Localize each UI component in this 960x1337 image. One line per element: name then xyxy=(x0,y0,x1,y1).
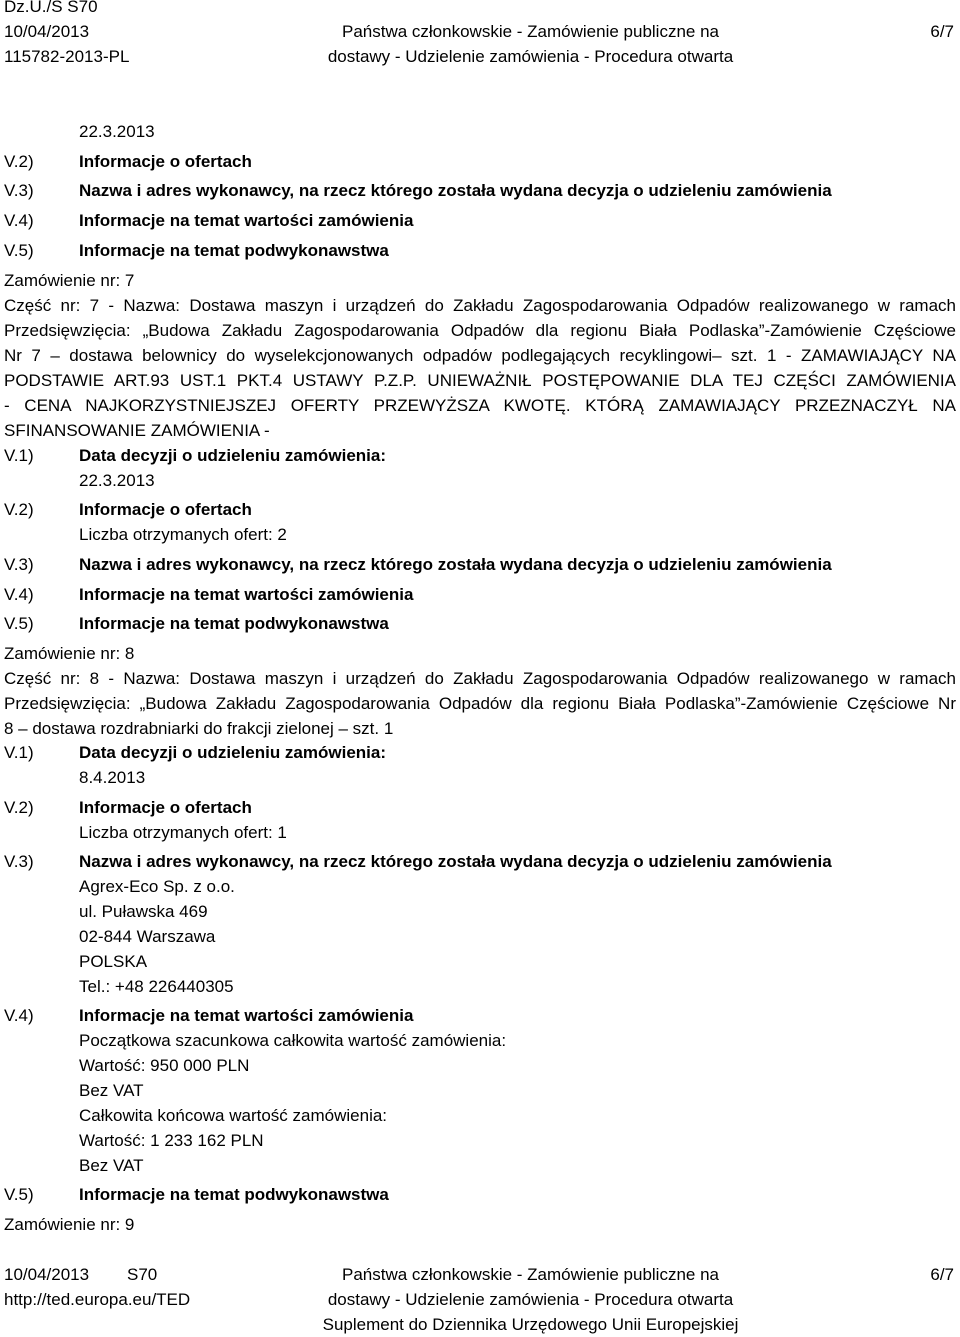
description-line: - CENA NAJKORZYSTNIEJSZEJ OFERTY PRZEWYŻSZA KWOTĘ. KTÓRĄ ZAMAWIAJĄCY PRZEZNACZYŁ NA xyxy=(4,396,956,415)
order-title: Zamówienie nr: 8 xyxy=(4,644,135,663)
contractor-country: POLSKA xyxy=(79,952,148,971)
section-heading-contractor: Nazwa i adres wykonawcy, na rzecz którego została wydana decyzja o udzieleniu zamówienia xyxy=(79,181,832,200)
section-number: V.5) xyxy=(4,614,34,633)
footer-page-number: 6/7 xyxy=(930,1265,954,1284)
section-heading-decision-date: Data decyzji o udzieleniu zamówienia: xyxy=(79,743,387,762)
description-line: Przedsięwzięcia: „Budowa Zakładu Zagospodarowania Odpadów dla regionu Biała Podlaska”-Zamówienie Częściowe xyxy=(4,321,956,340)
header-page-number: 6/7 xyxy=(930,22,954,41)
section-number: V.3) xyxy=(4,852,34,871)
section-number: V.5) xyxy=(4,1185,34,1204)
footer-title-line3: Suplement do Dziennika Urzędowego Unii Europejskiej xyxy=(322,1315,739,1334)
section-heading-offers: Informacje o ofertach xyxy=(79,500,252,519)
section-heading-value: Informacje na temat wartości zamówienia xyxy=(79,585,414,604)
footer-title-line2: dostawy - Udzielenie zamówienia - Procedura otwarta xyxy=(327,1290,734,1309)
contractor-phone: Tel.: +48 226440305 xyxy=(79,977,234,996)
header-date: 10/04/2013 xyxy=(4,22,90,41)
decision-date: 22.3.2013 xyxy=(79,122,155,141)
final-value: Wartość: 1 233 162 PLN xyxy=(79,1131,264,1150)
decision-date: 8.4.2013 xyxy=(79,768,146,787)
section-number: V.2) xyxy=(4,500,34,519)
section-heading-contractor: Nazwa i adres wykonawcy, na rzecz którego została wydana decyzja o udzieleniu zamówienia xyxy=(79,852,832,871)
description-line: Przedsięwzięcia: „Budowa Zakładu Zagospodarowania Odpadów dla regionu Biała Podlaska”-Zamówienie Częściowe Nr xyxy=(4,694,956,713)
section-number: V.4) xyxy=(4,1006,34,1025)
offers-count: Liczba otrzymanych ofert: 2 xyxy=(79,525,287,544)
header-title-line2: dostawy - Udzielenie zamówienia - Procedura otwarta xyxy=(327,47,734,66)
section-number: V.3) xyxy=(4,555,34,574)
order-description xyxy=(4,666,956,741)
section-heading-offers: Informacje o ofertach xyxy=(79,798,252,817)
section-number: V.4) xyxy=(4,585,34,604)
footer-title-line1: Państwa członkowskie - Zamówienie publiczne na xyxy=(341,1265,719,1284)
footer-url[interactable]: http://ted.europa.eu/TED xyxy=(4,1290,191,1309)
section-number: V.2) xyxy=(4,798,34,817)
contractor-name: Agrex-Eco Sp. z o.o. xyxy=(79,877,235,896)
description-line: PODSTAWIE ART.93 UST.1 PKT.4 USTAWY P.Z.P. UNIEWAŻNIŁ POSTĘPOWANIE DLA TEJ CZĘŚCI ZAMÓWIENIA xyxy=(4,371,956,390)
section-number: V.5) xyxy=(4,241,34,260)
section-heading-subcontracting: Informacje na temat podwykonawstwa xyxy=(79,1185,389,1204)
contractor-street: ul. Puławska 469 xyxy=(79,902,208,921)
section-heading-subcontracting: Informacje na temat podwykonawstwa xyxy=(79,614,389,633)
description-line: Część nr: 8 - Nazwa: Dostawa maszyn i urządzeń do Zakładu Zagospodarowania Odpadów realizowanego w ramach xyxy=(4,669,956,688)
final-vat: Bez VAT xyxy=(79,1156,144,1175)
initial-value-label: Początkowa szacunkowa całkowita wartość zamówienia: xyxy=(79,1031,507,1050)
section-number: V.3) xyxy=(4,181,34,200)
section-heading-value: Informacje na temat wartości zamówienia xyxy=(79,211,414,230)
order-title: Zamówienie nr: 7 xyxy=(4,271,135,290)
footer-date: 10/04/2013 xyxy=(4,1265,90,1284)
initial-value: Wartość: 950 000 PLN xyxy=(79,1056,250,1075)
initial-vat: Bez VAT xyxy=(79,1081,144,1100)
section-heading-contractor: Nazwa i adres wykonawcy, na rzecz którego została wydana decyzja o udzieleniu zamówienia xyxy=(79,555,832,574)
description-line: 8 – dostawa rozdrabniarki do frakcji zielonej – szt. 1 xyxy=(4,719,394,738)
header-doc-id: 115782-2013-PL xyxy=(4,47,130,66)
section-number: V.2) xyxy=(4,152,34,171)
section-number: V.4) xyxy=(4,211,34,230)
decision-date: 22.3.2013 xyxy=(79,471,155,490)
order-description xyxy=(4,293,956,443)
order-title: Zamówienie nr: 9 xyxy=(4,1215,135,1234)
section-number: V.1) xyxy=(4,446,34,465)
section-heading-offers: Informacje o ofertach xyxy=(79,152,252,171)
section-heading-subcontracting: Informacje na temat podwykonawstwa xyxy=(79,241,389,260)
description-line: SFINANSOWANIE ZAMÓWIENIA - xyxy=(4,421,270,440)
description-line: Nr 7 – dostawa belownicy do wyselekcjonowanych odpadów podlegających recyklingowi– szt. 1 - ZAMAWIAJĄCY NA xyxy=(4,346,956,365)
journal-ref: Dz.U./S S70 xyxy=(4,0,98,16)
header-title-line1: Państwa członkowskie - Zamówienie publiczne na xyxy=(341,22,719,41)
section-heading-decision-date: Data decyzji o udzieleniu zamówienia: xyxy=(79,446,387,465)
final-value-label: Całkowita końcowa wartość zamówienia: xyxy=(79,1106,388,1125)
offers-count: Liczba otrzymanych ofert: 1 xyxy=(79,823,287,842)
footer-series: S70 xyxy=(127,1265,158,1284)
description-line: Część nr: 7 - Nazwa: Dostawa maszyn i urządzeń do Zakładu Zagospodarowania Odpadów realizowanego w ramach xyxy=(4,296,956,315)
contractor-city: 02-844 Warszawa xyxy=(79,927,216,946)
section-number: V.1) xyxy=(4,743,34,762)
section-heading-value: Informacje na temat wartości zamówienia xyxy=(79,1006,414,1025)
